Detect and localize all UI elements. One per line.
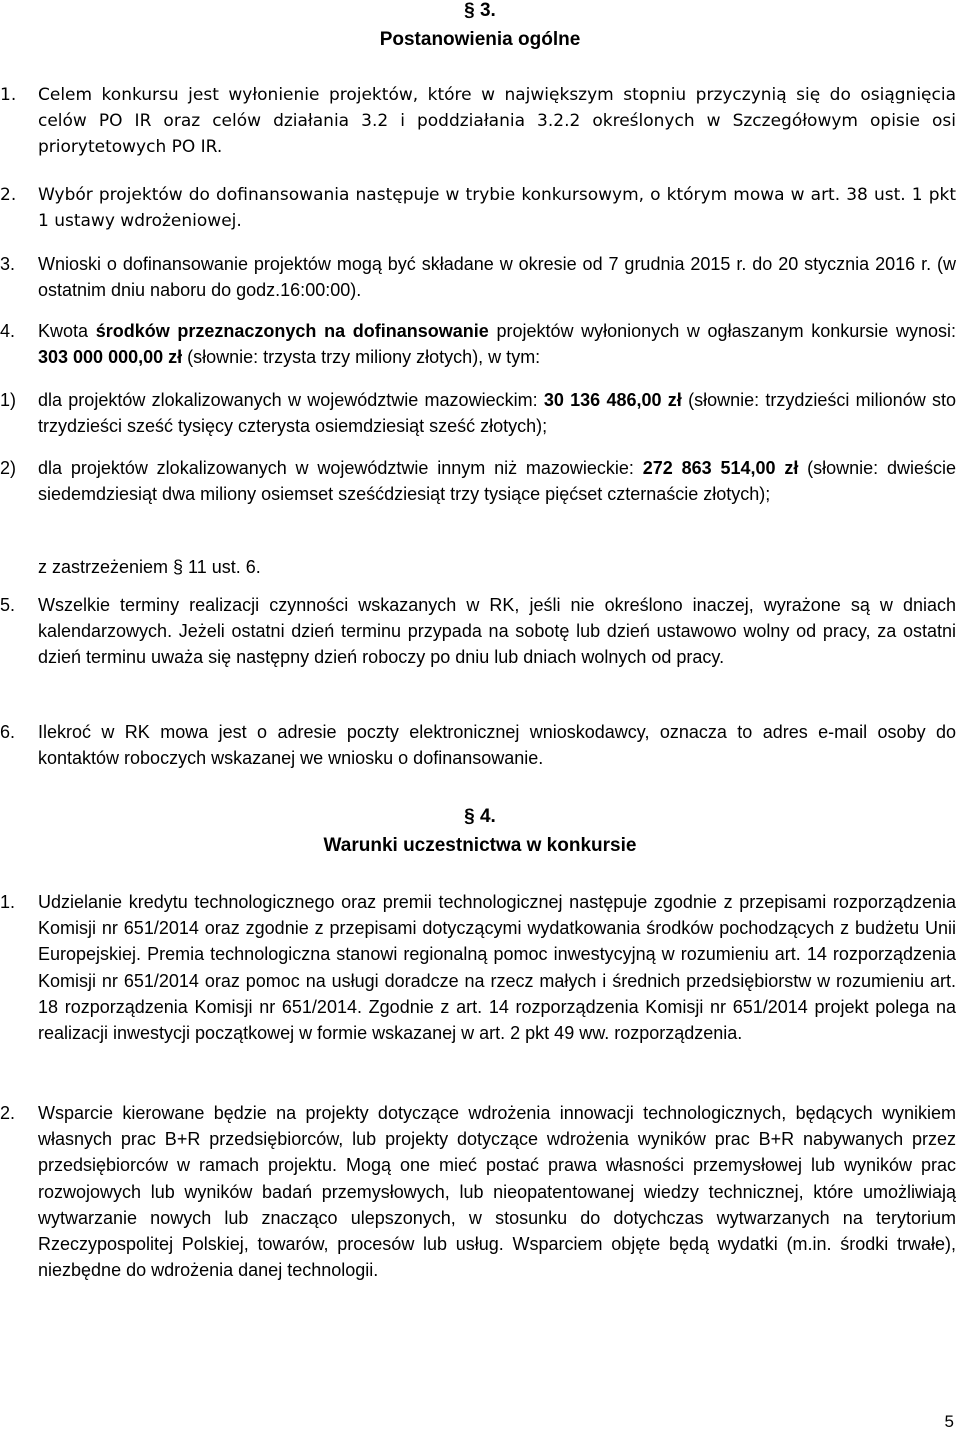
section-3-item-5: [0, 592, 956, 671]
text-run: projektów wyłonionych w ogłaszanym konkursie wynosi:: [488, 321, 956, 341]
item-number: 1.: [0, 892, 16, 912]
item-text: Wsparcie kierowane będzie na projekty dotyczące wdrożenia innowacji technologicznych, będących wynikiem własnych prac B+R przedsiębiorców, lub projekty dotyczące wdrożenia wyników prac B+R nabywanych przez przedsiębiorców w ramach projektu. Mogą one mieć postać prawa własności przemysłowej lub wyników prac rozwojowych lub wyników badań przemysłowych, lub nieopatentowanej wiedzy technicznej, które umożliwiają wytwarzanie nowych lub znacząco ulepszonych, w stosunku do dotychczas wytwarzanych na terytorium Rzeczypospolitej Polskiej, towarów, procesów lub usług. Wsparciem objęte będą wydatki (m.in. środki trwałe), niezbędne do wdrożenia danej technologii.: [38, 1103, 956, 1281]
section-4-number: § 4.: [464, 806, 496, 827]
section-3-item-6: [0, 719, 956, 771]
item-text: Celem konkursu jest wyłonienie projektów, które w największym stopniu przyczynią się do osiągnięcia celów PO IR oraz celów działania 3.2 i poddziałania 3.2.2 określonych w Szczegółowym opisie osi priorytetowych PO IR.: [38, 85, 956, 158]
reservation-note: z zastrzeżeniem § 11 ust. 6.: [38, 557, 261, 577]
item-number: 1.: [0, 85, 17, 105]
section-3-item-4: [0, 318, 956, 370]
subitem-2: [0, 455, 957, 507]
subitem-text: [38, 455, 956, 507]
text-run: dla projektów zlokalizowanych w województwie mazowieckim:: [38, 390, 544, 410]
subitem-1: [0, 387, 956, 439]
text-run: Kwota: [38, 321, 96, 341]
section-3-number: § 3.: [464, 0, 496, 21]
item-number: 6.: [0, 722, 16, 742]
section-3-title: Postanowienia ogólne: [379, 29, 581, 50]
item-number: 2.: [0, 1103, 16, 1123]
text-run: dla projektów zlokalizowanych w województwie innym niż mazowieckie:: [38, 458, 643, 478]
item-number: 2.: [0, 185, 17, 205]
item-text: Ilekroć w RK mowa jest o adresie poczty elektronicznej wnioskodawcy, oznacza to adres e-mail osoby do kontaktów roboczych wskazanej we wniosku o dofinansowanie.: [38, 722, 956, 769]
bold-text: środków przeznaczonych na dofinansowanie: [95, 321, 489, 341]
page-number: 5: [944, 1412, 954, 1431]
text-run: (słownie: dwieście siedemdziesiąt dwa miliony osiemset sześćdziesiąt trzy tysiące pięćset czternaście złotych);: [38, 458, 957, 505]
item-text: Wybór projektów do dofinansowania następuje w trybie konkursowym, o którym mowa w art. 38 ust. 1 pkt 1 ustawy wdrożeniowej.: [38, 185, 956, 232]
section-4-item-2: [0, 1100, 956, 1283]
text-run: (słownie: trzysta trzy miliony złotych), w tym:: [182, 347, 541, 368]
subitem-number: 1): [0, 390, 17, 410]
item-text: Wszelkie terminy realizacji czynności wskazanych w RK, jeśli nie określono inaczej, wyrażone są w dniach kalendarzowych. Jeżeli ostatni dzień terminu przypada na sobotę lub dzień ustawowo wolny od pracy, za ostatni dzień terminu uważa się następny dzień roboczy po dniu lub dniach wolnych od pracy.: [38, 595, 956, 668]
section-3-item-1: [0, 82, 956, 161]
item-text: [38, 318, 956, 370]
total-amount: 303 000 000,00 zł: [38, 347, 183, 368]
text-run: (słownie: trzydzieści milionów sto trzydzieści sześć tysięcy czterysta osiemdziesiąt sześć złotych);: [38, 390, 956, 437]
item-text: Udzielanie kredytu technologicznego oraz premii technologicznej następuje zgodnie z przepisami rozporządzenia Komisji nr 651/2014 oraz zgodnie z przepisami dotyczącymi wydatkowania środków pochodzących z budżetu Unii Europejskiej. Premia technologiczna stanowi regionalną pomoc inwestycyjną w rozumieniu art. 14 rozporządzenia Komisji nr 651/2014 oraz pomoc na usługi doradcze na rzecz małych i średnich przedsiębiorstw w rozumieniu art. 18 rozporządzenia Komisji nr 651/2014. Zgodnie z art. 14 rozporządzenia Komisji nr 651/2014 projekt polega na realizacji inwestycji początkowej w formie wskazanej w art. 2 pkt 49 ww. rozporządzenia.: [38, 892, 956, 1044]
item-number: 4.: [0, 321, 16, 341]
item-number: 3.: [0, 254, 16, 274]
section-3-item-2: [0, 182, 956, 234]
item-number: 5.: [0, 595, 16, 615]
other-regions-amount: 272 863 514,00 zł: [642, 458, 799, 478]
mazowieckie-amount: 30 136 486,00 zł: [543, 390, 682, 410]
subitem-text: [38, 387, 956, 439]
item-text: Wnioski o dofinansowanie projektów mogą być składane w okresie od 7 grudnia 2015 r. do 20 stycznia 2016 r. (w ostatnim dniu naboru do godz.16:00:00).: [38, 254, 956, 301]
section-4-item-1: [0, 889, 956, 1046]
subitem-number: 2): [0, 458, 17, 478]
section-3-item-3: [0, 251, 956, 303]
section-4-title: Warunki uczestnictwa w konkursie: [323, 835, 637, 856]
